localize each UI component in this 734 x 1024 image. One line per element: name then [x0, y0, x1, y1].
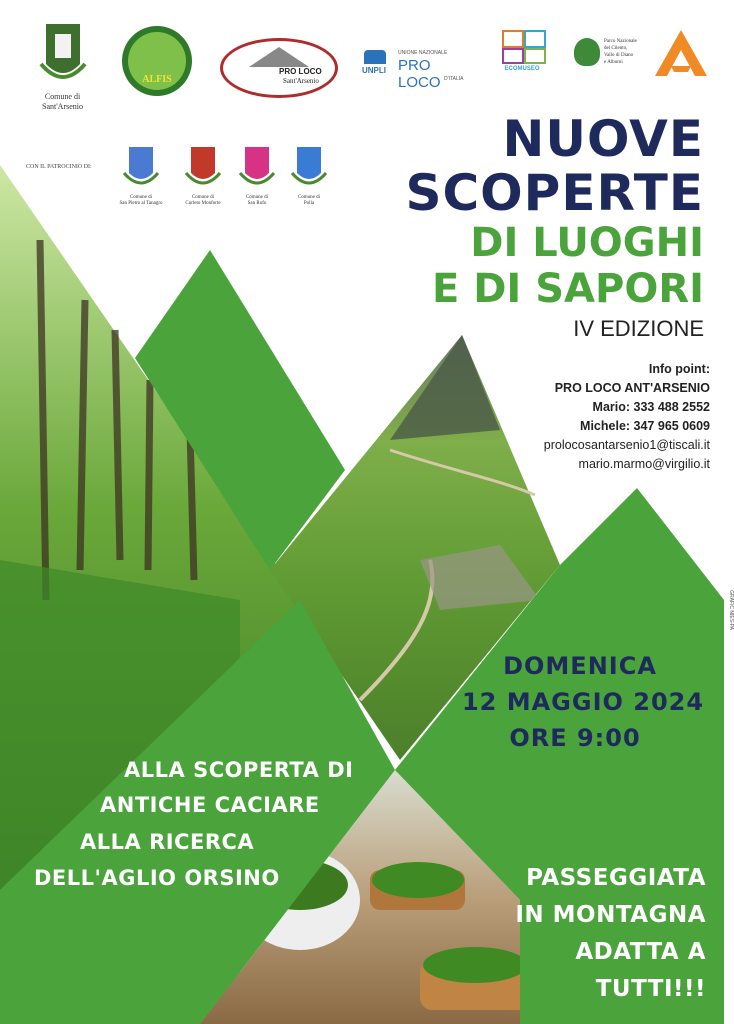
right-text: [515, 860, 706, 1008]
alfis-text: ALFIS: [142, 74, 172, 85]
unpli-top: UNIONE NAZIONALE: [398, 50, 448, 56]
info-contact-michele: Michele: 347 965 0609: [580, 419, 710, 433]
house-icon: [249, 47, 309, 69]
ecomuseo-text: ECOMUSEO: [504, 66, 540, 72]
title-line-4: E DI SAPORI: [431, 266, 704, 312]
info-heading: Info point:: [648, 362, 710, 376]
title-line-3: DI LUOGHI: [470, 220, 704, 266]
right-text-line-2: IN MONTAGNA: [515, 902, 706, 928]
event-day: DOMENICA: [503, 652, 657, 680]
event-date: 12 MAGGIO 2024: [461, 688, 705, 716]
event-time: ORE 9:00: [509, 724, 641, 752]
crest-icon: [289, 145, 329, 191]
crest-icon: [121, 145, 161, 191]
unpli-brand: PRO LOCO: [398, 57, 441, 91]
info-email-1: prolocosantarsenio1@tiscali.it: [543, 438, 710, 452]
crest-icon: [38, 20, 88, 88]
ecomuseo-logo: [498, 28, 546, 90]
comune-2-line1: Comune di: [191, 195, 215, 200]
comune-4-line2: Polla: [303, 201, 315, 206]
parco-line4: e Alburni: [604, 60, 623, 65]
comune-1-line1: Comune di: [129, 195, 153, 200]
info-contact-mario: Mario: 333 488 2552: [592, 400, 710, 414]
patronage-comune-1: [110, 145, 172, 207]
unpli-short: UNPLI: [362, 66, 386, 75]
parco-line2: del Cilento,: [604, 46, 628, 51]
comune-4-line1: Comune di: [297, 195, 321, 200]
graphic-credit: GRAFIC NIES-PA: [728, 590, 734, 630]
left-text-line-4: DELL'AGLIO ORSINO: [34, 866, 280, 890]
title-line-1: NUOVE: [502, 110, 704, 168]
parco-line3: Vallo di Diano: [604, 53, 634, 58]
edition: IV EDIZIONE: [573, 316, 704, 341]
title-line-2: SCOPERTE: [405, 164, 704, 222]
right-text-line-1: PASSEGGIATA: [526, 865, 706, 891]
patronage-comune-4: [278, 145, 340, 207]
info-point: [544, 360, 710, 474]
proloco-text: PRO LOCO: [279, 67, 322, 76]
sant-arsenio-line2: Sant'Arsenio: [42, 102, 83, 111]
comune-3-line1: Comune di: [245, 195, 269, 200]
crest-icon: [237, 145, 277, 191]
proloco-sub: Sant'Arsenio: [283, 77, 319, 85]
orange-a-logo: [655, 30, 707, 76]
comune-1-line2: San Pietro al Tanagro: [119, 201, 163, 206]
proloco-santarsenio-logo: [220, 38, 338, 98]
patronage-label: CON IL PATROCINIO DI:: [26, 164, 92, 170]
unpli-logo: [362, 46, 474, 91]
info-email-2: mario.marmo@virgilio.it: [578, 457, 710, 471]
left-text-line-3: ALLA RICERCA: [80, 830, 255, 854]
patronage-comune-2: [172, 145, 234, 207]
info-org: PRO LOCO ANT'ARSENIO: [554, 381, 710, 395]
orange-a-icon: [655, 30, 707, 76]
comune-2-line2: Corleto Monforte: [185, 201, 221, 206]
unpli-sub: D'ITALIA: [444, 76, 464, 82]
left-text-line-2: ANTICHE CACIARE: [100, 793, 320, 817]
crest-icon: [183, 145, 223, 191]
comune-3-line2: San Rufo: [247, 201, 267, 206]
alfis-logo: [122, 26, 192, 96]
patronage-comuni: [110, 145, 340, 217]
sant-arsenio-crest: [30, 20, 95, 112]
parco-nazionale-logo: [574, 34, 648, 78]
right-text-line-3: ADATTA A: [575, 939, 706, 965]
left-text-line-1: ALLA SCOPERTA DI: [124, 758, 354, 782]
parco-line1: Parco Nazionale: [604, 39, 637, 44]
sant-arsenio-line1: Comune di: [44, 92, 81, 101]
parco-icon: [574, 38, 600, 66]
title-block: [405, 112, 704, 342]
right-text-line-4: TUTTI!!!: [595, 976, 706, 1002]
